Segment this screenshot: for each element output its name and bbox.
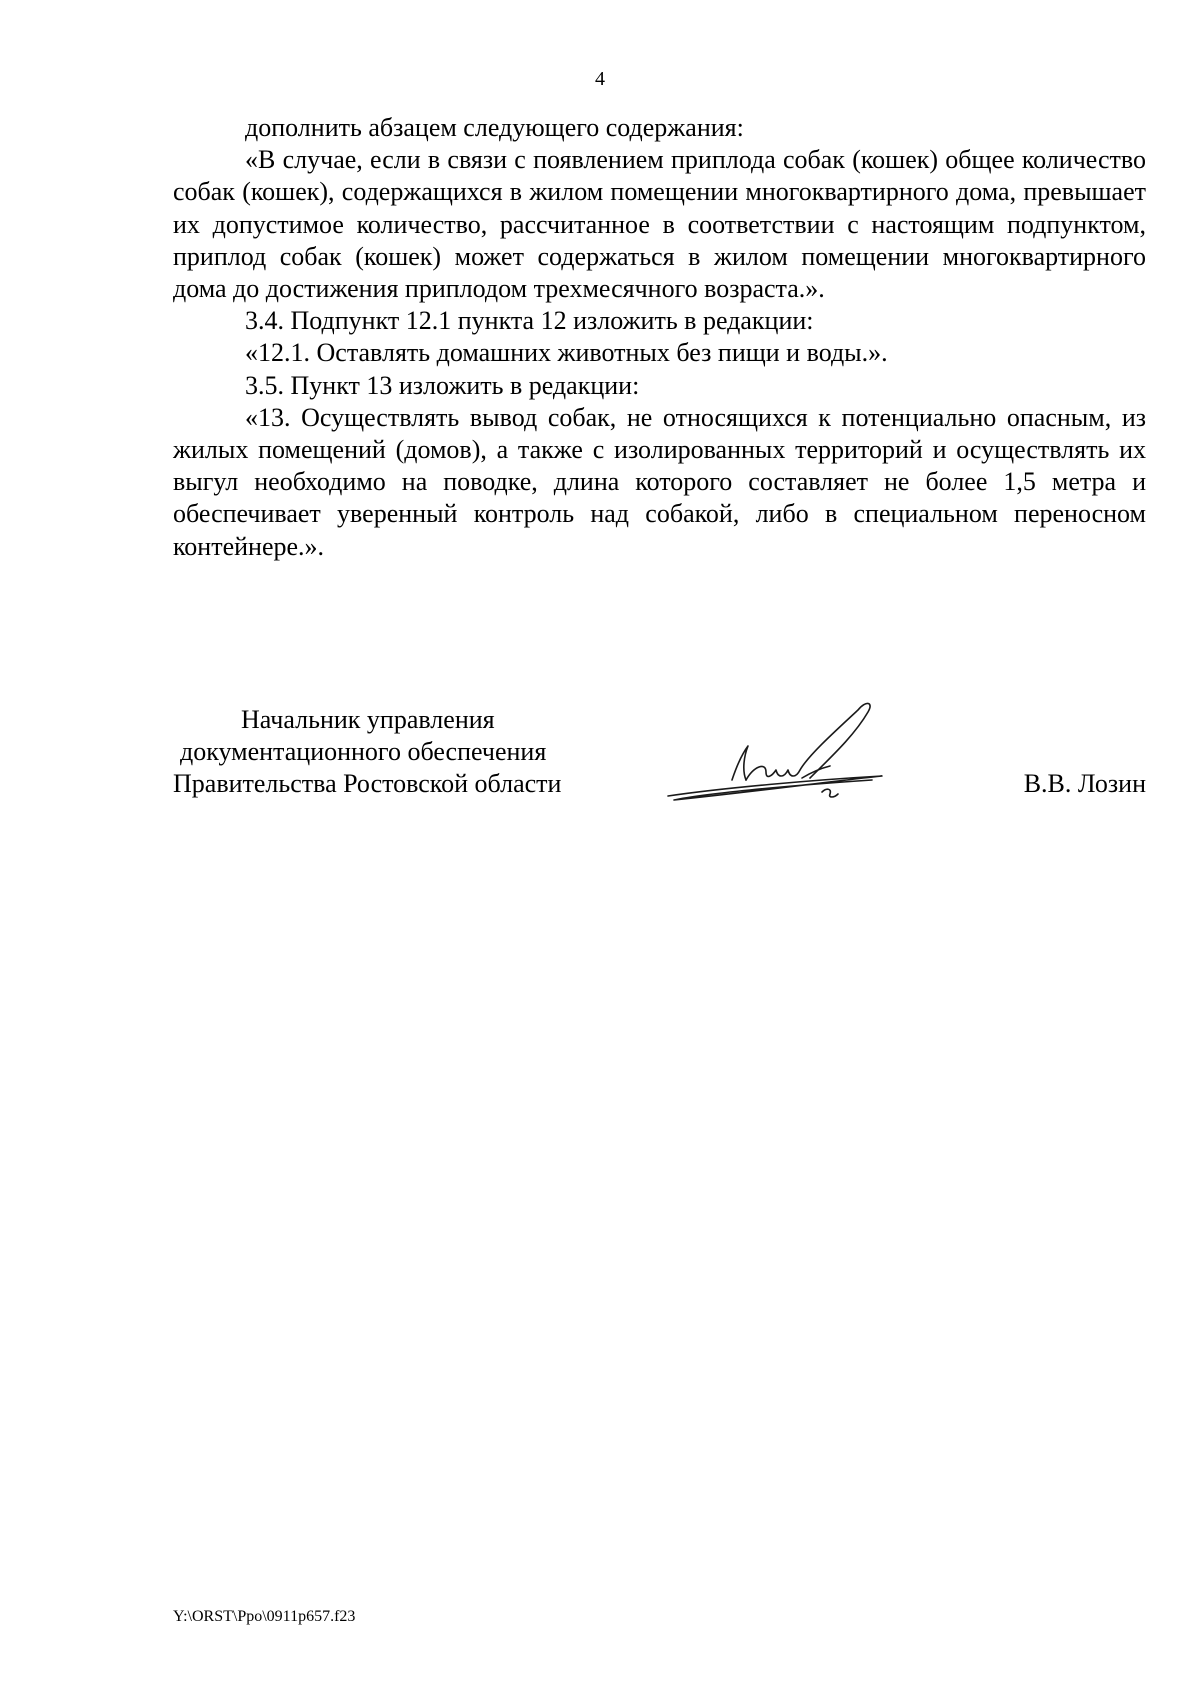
signatory-title-line-2: документационного обеспечения xyxy=(180,737,547,766)
document-body xyxy=(173,112,1146,563)
paragraph-quote-offspring: «В случае, если в связи с появлением приплода собак (кошек) общее количество собак (кошек), содержащихся в жилом помещении многоквартирного дома, превышает их допустимое количество, рассчитанное в соответствии с настоящим подпунктом, приплод собак (кошек) может содержаться в жилом помещении многоквартирного дома до достижения приплодом трехмесячного возраста.». xyxy=(173,145,1146,304)
signatory-title-line-1: Начальник управления xyxy=(241,705,495,734)
handwritten-signature xyxy=(662,696,942,816)
signatory-title-line-3: Правительства Ростовской области xyxy=(173,769,562,798)
paragraph-quote-13: «13. Осуществлять вывод собак, не относящихся к потенциально опасным, из жилых помещений (домов), а также с изолированных территорий и осуществлять их выгул необходимо на поводке, длина которого составляет не более 1,5 метра и обеспечивает уверенный контроль над собакой, либо в специальном переносном контейнере.». xyxy=(173,402,1146,561)
paragraph-quote-12-1: «12.1. Оставлять домашних животных без пищи и воды.». xyxy=(245,338,888,368)
paragraph-intro: дополнить абзацем следующего содержания: xyxy=(245,113,744,142)
signatory-title xyxy=(173,704,561,800)
page-number: 4 xyxy=(595,68,605,90)
paragraph-item-3-4: 3.4. Подпункт 12.1 пункта 12 изложить в редакции: xyxy=(245,306,814,336)
paragraph-item-3-5: 3.5. Пункт 13 изложить в редакции: xyxy=(245,370,640,400)
footer-file-path: Y:\ORST\Ppo\0911p657.f23 xyxy=(173,1608,356,1625)
signatory-name: В.В. Лозин xyxy=(1023,769,1146,798)
